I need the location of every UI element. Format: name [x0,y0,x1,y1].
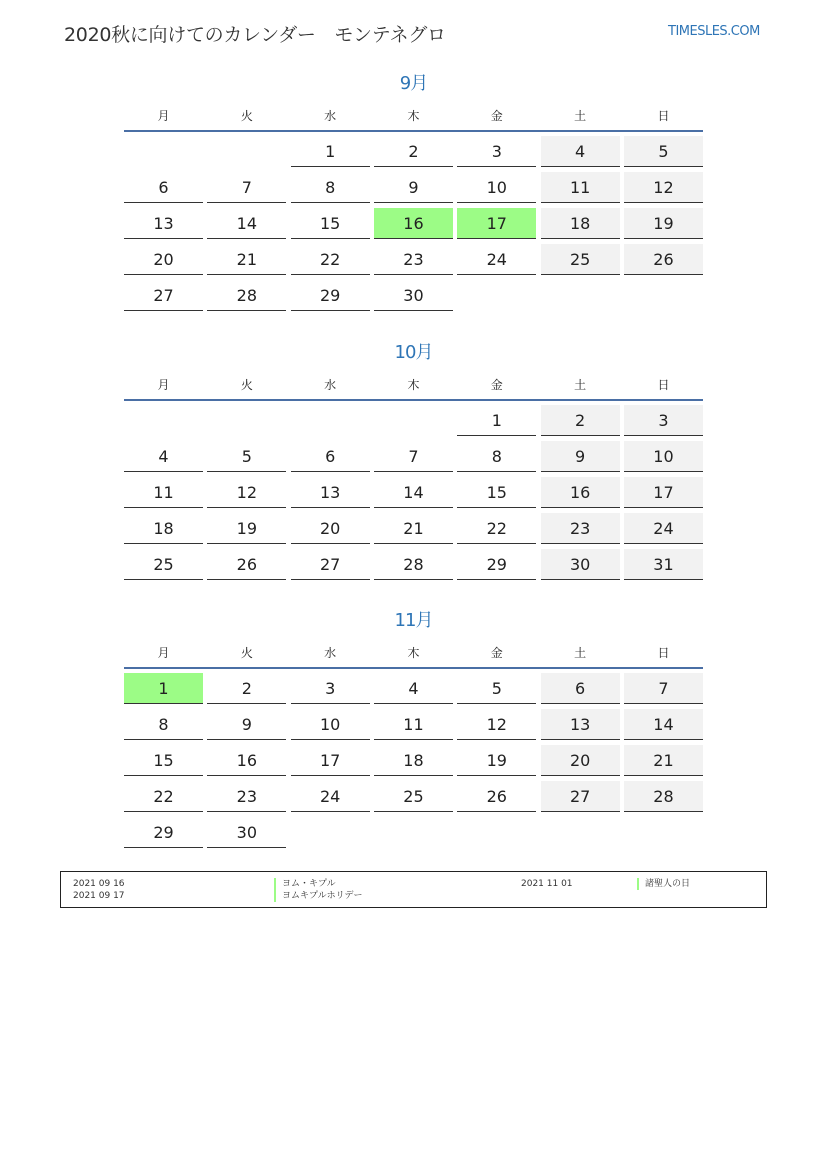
site-link[interactable]: TIMESLES.COM [668,24,760,39]
day-cell: 14 [374,477,453,508]
day-cell: 25 [124,549,203,580]
day-cell: 8 [291,172,370,203]
weekday-label: 土 [574,377,587,392]
day-cell: 31 [624,549,703,580]
empty-cell [291,817,370,848]
weekday-label: 火 [240,377,253,392]
empty-cell [374,405,453,436]
day-cell: 17 [291,745,370,776]
day-cell: 10 [624,441,703,472]
empty-cell [124,136,203,167]
day-cell: 19 [207,513,286,544]
day-cell: 26 [457,781,536,812]
empty-cell [291,405,370,436]
weekday-label: 月 [157,645,170,660]
legend-dates-right [521,878,573,890]
day-cell: 16 [541,477,620,508]
weekday-label: 水 [324,108,337,123]
page-title: 2020秋に向けてのカレンダー モンテネグロ [64,24,446,46]
weekday-label: 木 [407,645,420,660]
day-cell: 25 [374,781,453,812]
day-cell: 6 [124,172,203,203]
day-cell: 30 [374,280,453,311]
day-cell: 5 [457,673,536,704]
day-cell: 2 [541,405,620,436]
day-cell: 13 [541,709,620,740]
weekday-label: 木 [407,108,420,123]
day-cell: 23 [207,781,286,812]
empty-cell [207,136,286,167]
day-cell: 7 [374,441,453,472]
month-september [124,69,703,311]
day-cell: 10 [291,709,370,740]
weekday-header [124,638,703,666]
legend-holiday-name: ヨム・キプル [274,878,362,890]
day-cell: 1 [124,673,203,704]
day-cell: 22 [124,781,203,812]
day-cell: 26 [207,549,286,580]
day-cell: 19 [457,745,536,776]
weekday-label: 火 [240,645,253,660]
empty-cell [457,280,536,311]
day-cell: 18 [374,745,453,776]
day-cell: 11 [374,709,453,740]
day-cell: 14 [624,709,703,740]
legend-holiday-name: 諸聖人の日 [637,878,690,890]
day-cell: 2 [207,673,286,704]
weekday-label: 木 [407,377,420,392]
weekday-label: 月 [157,108,170,123]
day-cell: 9 [541,441,620,472]
empty-cell [374,817,453,848]
weekday-label: 月 [157,377,170,392]
day-cell: 13 [291,477,370,508]
day-cell: 4 [541,136,620,167]
day-cell: 23 [541,513,620,544]
day-cell: 22 [291,244,370,275]
month-november [124,606,703,848]
month-title: 10月 [394,342,433,363]
day-cell: 3 [457,136,536,167]
month-title: 11月 [394,610,433,631]
day-cell: 6 [291,441,370,472]
day-cell: 15 [124,745,203,776]
day-cell: 4 [374,673,453,704]
day-cell: 21 [207,244,286,275]
day-cell: 12 [207,477,286,508]
day-grid [124,405,703,580]
day-cell: 20 [124,244,203,275]
legend-dates-left [73,878,125,902]
day-cell: 12 [457,709,536,740]
month-title: 9月 [399,73,428,94]
day-cell: 7 [624,673,703,704]
day-cell: 11 [541,172,620,203]
day-cell: 24 [624,513,703,544]
weekday-label: 土 [574,108,587,123]
day-cell: 11 [124,477,203,508]
legend-date: 2021 09 17 [73,891,125,901]
legend-holiday-name: ヨムキプルホリデー [274,890,362,902]
empty-cell [207,405,286,436]
weekday-label: 火 [240,108,253,123]
weekday-label: 金 [490,645,503,660]
day-cell: 20 [291,513,370,544]
weekday-label: 日 [657,108,670,123]
legend-date: 2021 11 01 [521,879,573,889]
empty-cell [624,817,703,848]
day-cell: 5 [207,441,286,472]
day-cell: 27 [291,549,370,580]
empty-cell [457,817,536,848]
holiday-legend [60,871,767,908]
day-cell: 17 [624,477,703,508]
day-cell: 17 [457,208,536,239]
empty-cell [541,280,620,311]
day-cell: 28 [624,781,703,812]
day-cell: 24 [457,244,536,275]
day-cell: 16 [207,745,286,776]
day-cell: 5 [624,136,703,167]
day-cell: 28 [374,549,453,580]
day-cell: 15 [457,477,536,508]
day-cell: 1 [457,405,536,436]
day-cell: 26 [624,244,703,275]
legend-names-right [637,878,690,890]
legend-date: 2021 09 16 [73,879,125,889]
empty-cell [624,280,703,311]
day-cell: 18 [124,513,203,544]
weekday-label: 日 [657,645,670,660]
day-cell: 30 [541,549,620,580]
weekday-label: 土 [574,645,587,660]
day-cell: 9 [374,172,453,203]
day-cell: 18 [541,208,620,239]
header-divider [124,399,703,401]
day-cell: 14 [207,208,286,239]
header-divider [124,667,703,669]
header-divider [124,130,703,132]
empty-cell [541,817,620,848]
day-cell: 28 [207,280,286,311]
weekday-label: 金 [490,108,503,123]
day-cell: 29 [457,549,536,580]
day-cell: 23 [374,244,453,275]
weekday-label: 水 [324,645,337,660]
legend-names-left [274,878,362,902]
weekday-label: 水 [324,377,337,392]
day-cell: 9 [207,709,286,740]
weekday-label: 金 [490,377,503,392]
day-cell: 21 [624,745,703,776]
empty-cell [124,405,203,436]
day-cell: 27 [124,280,203,311]
day-cell: 13 [124,208,203,239]
day-cell: 29 [124,817,203,848]
day-cell: 29 [291,280,370,311]
day-cell: 24 [291,781,370,812]
day-cell: 30 [207,817,286,848]
day-cell: 27 [541,781,620,812]
day-cell: 15 [291,208,370,239]
day-cell: 2 [374,136,453,167]
weekday-header [124,101,703,129]
day-cell: 3 [291,673,370,704]
day-grid [124,136,703,311]
weekday-label: 日 [657,377,670,392]
day-cell: 7 [207,172,286,203]
day-cell: 21 [374,513,453,544]
day-cell: 20 [541,745,620,776]
day-cell: 6 [541,673,620,704]
day-cell: 16 [374,208,453,239]
day-cell: 8 [457,441,536,472]
day-cell: 22 [457,513,536,544]
day-grid [124,673,703,848]
day-cell: 8 [124,709,203,740]
day-cell: 4 [124,441,203,472]
day-cell: 3 [624,405,703,436]
day-cell: 1 [291,136,370,167]
month-october [124,338,703,580]
day-cell: 10 [457,172,536,203]
day-cell: 19 [624,208,703,239]
weekday-header [124,370,703,398]
day-cell: 12 [624,172,703,203]
day-cell: 25 [541,244,620,275]
